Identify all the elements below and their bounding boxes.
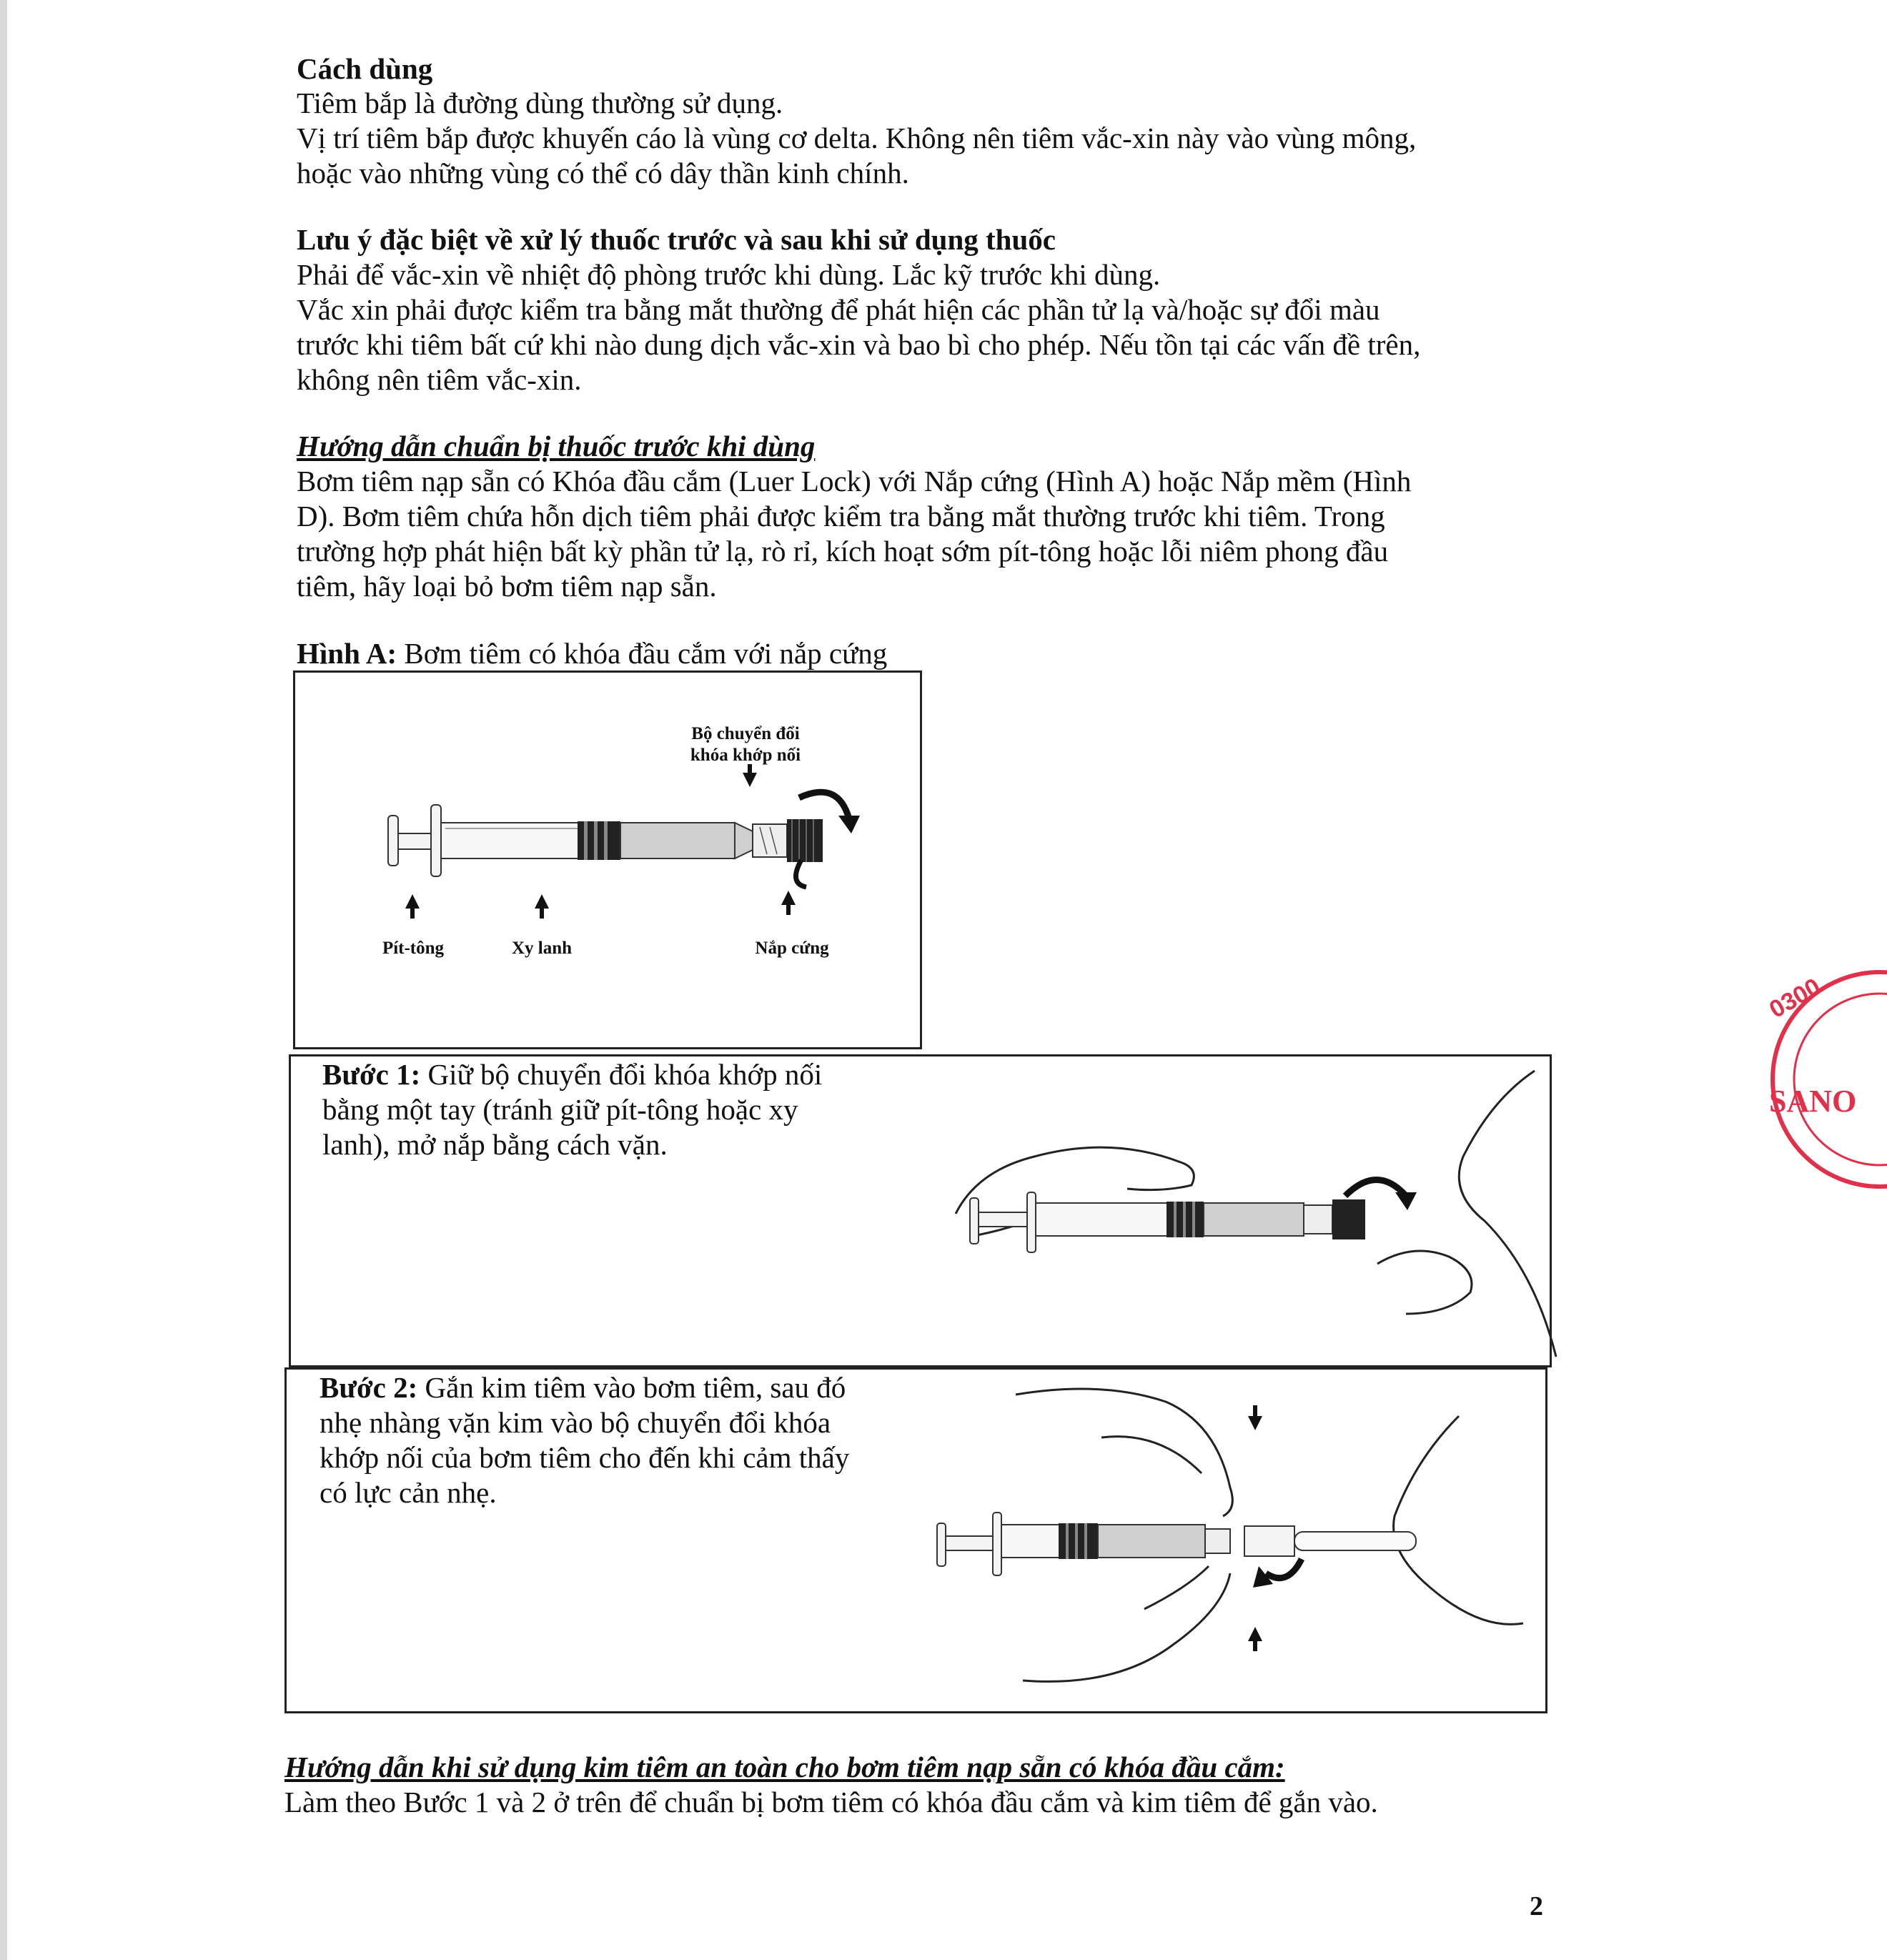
paragraph-line: trường hợp phát hiện bất kỳ phần tử lạ, rò rỉ, kích hoạt sớm pít-tông hoặc lỗi niêm phong đầu xyxy=(297,535,1389,568)
figure-a-caption xyxy=(297,636,887,671)
syringe-diagram xyxy=(295,673,920,1047)
step1-illustration xyxy=(949,1056,1578,1364)
step2-text: Gắn kim tiêm vào bơm tiêm, sau đó xyxy=(417,1371,846,1404)
stamp-number: 0300 xyxy=(1765,973,1826,1024)
heading-safety-needle: Hướng dẫn khi sử dụng kim tiêm an toàn cho bơm tiêm nạp sẵn có khóa đầu cắm: xyxy=(284,1751,1285,1783)
step1-line3: lanh), mở nắp bằng cách vặn. xyxy=(322,1128,668,1161)
step1-line2: bằng một tay (tránh giữ pít-tông hoặc xy xyxy=(322,1093,798,1126)
safety-line: Làm theo Bước 1 và 2 ở trên để chuẩn bị bơm tiêm có khóa đầu cắm và kim tiêm để gắn vào. xyxy=(284,1786,1378,1818)
company-stamp xyxy=(1765,944,1887,1215)
step2-line3: khớp nối của bơm tiêm cho đến khi cảm thấy xyxy=(320,1441,850,1474)
heading-luu-y: Lưu ý đặc biệt về xử lý thuốc trước và sau khi sử dụng thuốc xyxy=(297,223,1056,256)
step2-line2: nhẹ nhàng vặn kim vào bộ chuyển đổi khóa xyxy=(320,1406,831,1439)
step1-label: Bước 1: xyxy=(322,1058,421,1091)
figure-a-box xyxy=(293,670,922,1049)
step2-box xyxy=(284,1367,1547,1713)
label-adapter-line1: Bộ chuyển đổi xyxy=(691,724,800,743)
label-adapter-line2: khóa khớp nối xyxy=(690,746,801,765)
paragraph-line: Tiêm bắp là đường dùng thường sử dụng. xyxy=(297,86,783,119)
paragraph-line: trước khi tiêm bất cứ khi nào dung dịch vắc-xin và bao bì cho phép. Nếu tồn tại các vấn đề trên, xyxy=(297,328,1421,361)
heading-huong-dan: Hướng dẫn chuẩn bị thuốc trước khi dùng xyxy=(297,430,816,462)
scan-edge xyxy=(0,0,7,1960)
page-number: 2 xyxy=(1530,1891,1543,1921)
paragraph-line: D). Bơm tiêm chứa hỗn dịch tiêm phải được kiểm tra bằng mắt thường trước khi tiêm. Trong xyxy=(297,500,1385,533)
paragraph-line: Bơm tiêm nạp sẵn có Khóa đầu cắm (Luer Lock) với Nắp cứng (Hình A) hoặc Nắp mềm (Hình xyxy=(297,465,1412,498)
step2-line1 xyxy=(320,1370,846,1405)
label-hard-cap: Nắp cứng xyxy=(755,939,829,958)
step1-box xyxy=(289,1054,1552,1367)
paragraph-line: không nên tiêm vắc-xin. xyxy=(297,363,582,396)
step1-text: Giữ bộ chuyển đổi khóa khớp nối xyxy=(420,1058,823,1091)
paragraph-line: Phải để vắc-xin về nhiệt độ phòng trước khi dùng. Lắc kỹ trước khi dùng. xyxy=(297,258,1161,291)
label-barrel: Xy lanh xyxy=(511,939,573,958)
paragraph-line: Vắc xin phải được kiểm tra bằng mắt thường để phát hiện các phần tử lạ và/hoặc sự đổi màu xyxy=(297,293,1380,326)
heading-cach-dung: Cách dùng xyxy=(297,52,433,85)
step2-illustration xyxy=(930,1373,1566,1709)
label-plunger: Pít-tông xyxy=(382,939,445,958)
step2-line4: có lực cản nhẹ. xyxy=(320,1476,497,1509)
paragraph-line: hoặc vào những vùng có thể có dây thần kinh chính. xyxy=(297,157,909,189)
paragraph-line: Vị trí tiêm bắp được khuyến cáo là vùng cơ delta. Không nên tiêm vắc-xin này vào vùng mông, xyxy=(297,122,1417,154)
figure-a-text: Bơm tiêm có khóa đầu cắm với nắp cứng xyxy=(397,637,888,670)
stamp-name: SANO xyxy=(1769,1084,1857,1119)
step1-line1 xyxy=(322,1057,822,1092)
figure-a-label: Hình A: xyxy=(297,637,397,670)
paragraph-line: tiêm, hãy loại bỏ bơm tiêm nạp sẵn. xyxy=(297,570,717,603)
step2-label: Bước 2: xyxy=(320,1371,418,1404)
